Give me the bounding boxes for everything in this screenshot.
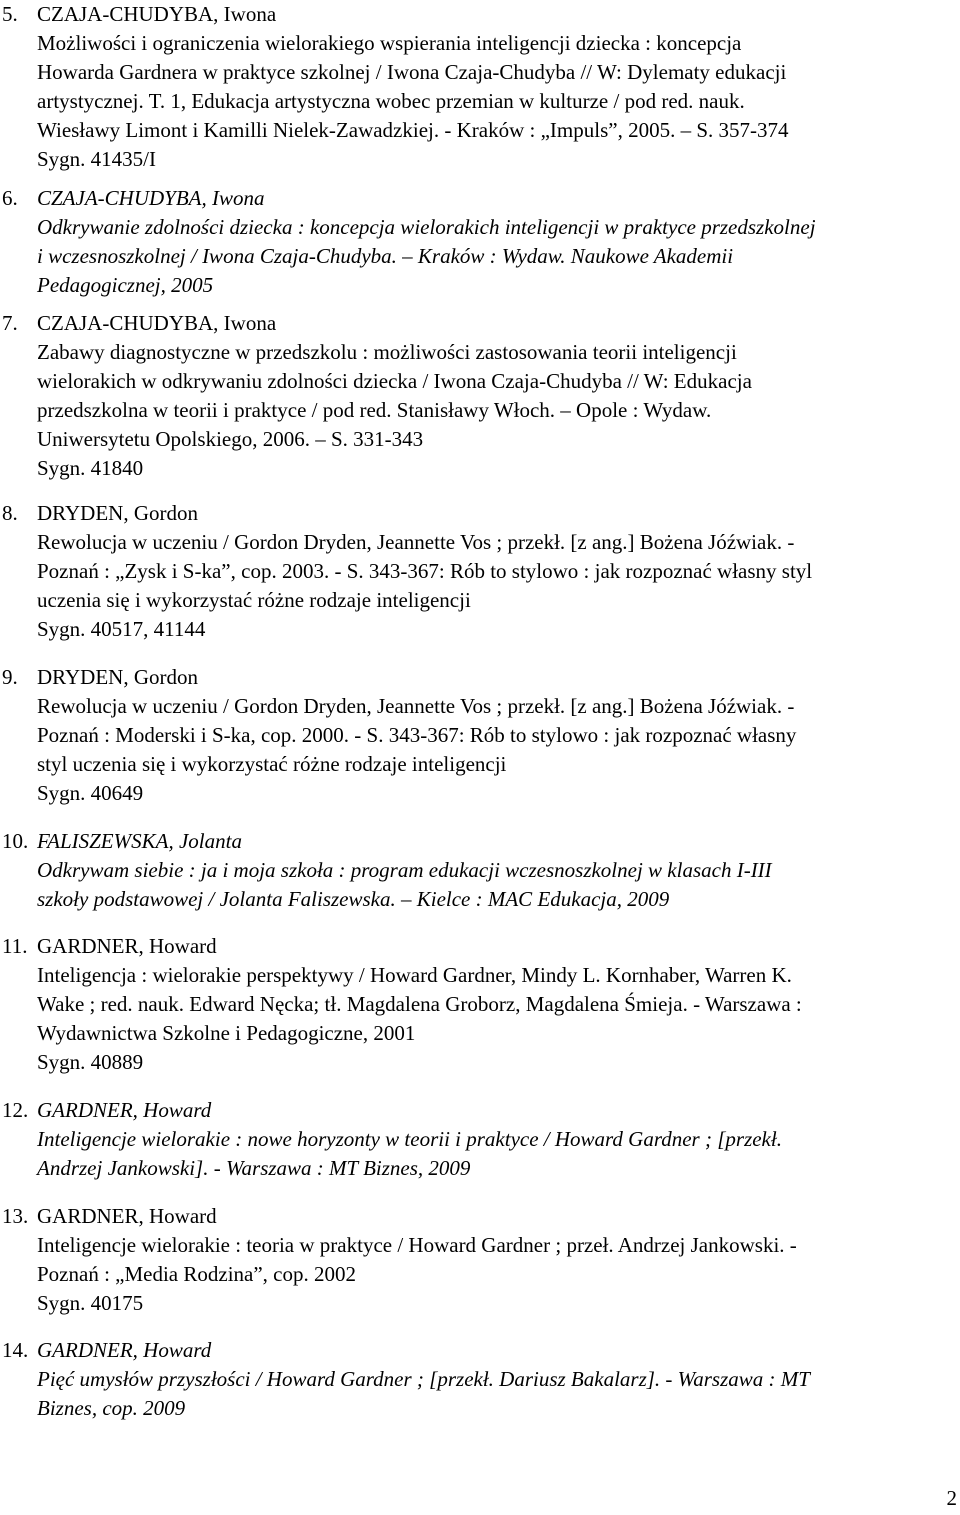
entry-text-line: Możliwości i ograniczenia wielorakiego wspierania inteligencji dziecka : koncepcja — [37, 31, 742, 55]
entry-number: 9. — [2, 665, 18, 689]
entry-text-line: Uniwersytetu Opolskiego, 2006. – S. 331-343 — [37, 427, 424, 451]
entry-body — [37, 0, 955, 174]
entry-text-line: Pięć umysłów przyszłości / Howard Gardner ; [przekł. Dariusz Bakalarz]. - Warszawa : MT — [37, 1367, 810, 1391]
entry-number: 6. — [2, 186, 18, 210]
entry-signature: Sygn. 41435/I — [37, 147, 157, 171]
entry-text-line: Poznań : Moderski i S-ka, cop. 2000. - S. 343-367: Rób to stylowo : jak rozpoznać własny — [37, 723, 797, 747]
entry-number: 12. — [2, 1098, 29, 1122]
entry-number: 8. — [2, 501, 18, 525]
entry-text-line: Poznań : „Media Rodzina”, cop. 2002 — [37, 1262, 356, 1286]
entry-signature: Sygn. 40649 — [37, 781, 144, 805]
entry-author: GARDNER, Howard — [37, 1338, 212, 1362]
entry-body — [37, 663, 955, 808]
entry-author: GARDNER, Howard — [37, 1204, 217, 1228]
entry-body — [37, 932, 955, 1077]
entry-author: GARDNER, Howard — [37, 934, 217, 958]
entry-body — [37, 1202, 955, 1318]
entry-number: 14. — [2, 1338, 29, 1362]
entry-signature: Sygn. 41840 — [37, 456, 144, 480]
entry-signature: Sygn. 40517, 41144 — [37, 617, 206, 641]
entry-text-line: Howarda Gardnera w praktyce szkolnej / Iwona Czaja-Chudyba // W: Dylematy edukacji — [37, 60, 787, 84]
entry-text-line: uczenia się i wykorzystać różne rodzaje inteligencji — [37, 588, 471, 612]
entry-text-line: Poznań : „Zysk i S-ka”, cop. 2003. - S. 343-367: Rób to stylowo : jak rozpoznać własny styl — [37, 559, 813, 583]
entry-body — [37, 499, 955, 644]
entry-text-line: Wiesławy Limont i Kamilli Nielek-Zawadzkiej. - Kraków : „Impuls”, 2005. – S. 357-374 — [37, 118, 789, 142]
entry-number: 10. — [2, 829, 29, 853]
entry-text-line: Wydawnictwa Szkolne i Pedagogiczne, 2001 — [37, 1021, 416, 1045]
entry-number: 11. — [2, 934, 28, 958]
entry-author: FALISZEWSKA, Jolanta — [37, 829, 242, 853]
entry-text-line: Inteligencje wielorakie : nowe horyzonty w teorii i praktyce / Howard Gardner ; [przekł. — [37, 1127, 782, 1151]
entry-author: CZAJA-CHUDYBA, Iwona — [37, 311, 277, 335]
entry-author: DRYDEN, Gordon — [37, 501, 198, 525]
entry-author: CZAJA-CHUDYBA, Iwona — [37, 186, 265, 210]
entry-number: 13. — [2, 1204, 29, 1228]
entry-text-line: przedszkolna w teorii i praktyce / pod red. Stanisławy Włoch. – Opole : Wydaw. — [37, 398, 712, 422]
entry-signature: Sygn. 40889 — [37, 1050, 144, 1074]
entry-text-line: artystycznej. T. 1, Edukacja artystyczna wobec przemian w kulturze / pod red. nauk. — [37, 89, 745, 113]
entry-number: 5. — [2, 2, 18, 26]
entry-text-line: Zabawy diagnostyczne w przedszkolu : możliwości zastosowania teorii inteligencji — [37, 340, 737, 364]
entry-body — [37, 1336, 955, 1423]
entry-author: GARDNER, Howard — [37, 1098, 212, 1122]
entry-body — [37, 184, 955, 300]
entry-body — [37, 309, 955, 483]
entry-text-line: Pedagogicznej, 2005 — [37, 273, 214, 297]
entry-text-line: Wake ; red. nauk. Edward Nęcka; tł. Magdalena Groborz, Magdalena Śmieja. - Warszawa : — [37, 992, 802, 1016]
entry-text-line: Inteligencja : wielorakie perspektywy / Howard Gardner, Mindy L. Kornhaber, Warren K. — [37, 963, 792, 987]
entry-author: CZAJA-CHUDYBA, Iwona — [37, 2, 277, 26]
entry-text-line: Biznes, cop. 2009 — [37, 1396, 186, 1420]
page-number: 2 — [946, 1486, 957, 1510]
entry-text-line: Odkrywanie zdolności dziecka : koncepcja wielorakich inteligencji w praktyce przedszkolnej — [37, 215, 816, 239]
entry-number: 7. — [2, 311, 18, 335]
entry-author: DRYDEN, Gordon — [37, 665, 198, 689]
entry-text-line: Odkrywam siebie : ja i moja szkoła : program edukacji wczesnoszkolnej w klasach I-III — [37, 858, 772, 882]
entry-text-line: Rewolucja w uczeniu / Gordon Dryden, Jeannette Vos ; przekł. [z ang.] Bożena Jóźwiak. - — [37, 530, 795, 554]
entry-text-line: Inteligencje wielorakie : teoria w praktyce / Howard Gardner ; przeł. Andrzej Jankowski. - — [37, 1233, 797, 1257]
entry-text-line: wielorakich w odkrywaniu zdolności dziecka / Iwona Czaja-Chudyba // W: Edukacja — [37, 369, 752, 393]
entry-text-line: styl uczenia się i wykorzystać różne rodzaje inteligencji — [37, 752, 507, 776]
entry-text-line: szkoły podstawowej / Jolanta Faliszewska. – Kielce : MAC Edukacja, 2009 — [37, 887, 670, 911]
entry-body — [37, 1096, 955, 1183]
entry-text-line: i wczesnoszkolnej / Iwona Czaja-Chudyba. – Kraków : Wydaw. Naukowe Akademii — [37, 244, 734, 268]
entry-signature: Sygn. 40175 — [37, 1291, 144, 1315]
entry-body — [37, 827, 955, 914]
entry-text-line: Rewolucja w uczeniu / Gordon Dryden, Jeannette Vos ; przekł. [z ang.] Bożena Jóźwiak. - — [37, 694, 795, 718]
entry-text-line: Andrzej Jankowski]. - Warszawa : MT Biznes, 2009 — [37, 1156, 471, 1180]
